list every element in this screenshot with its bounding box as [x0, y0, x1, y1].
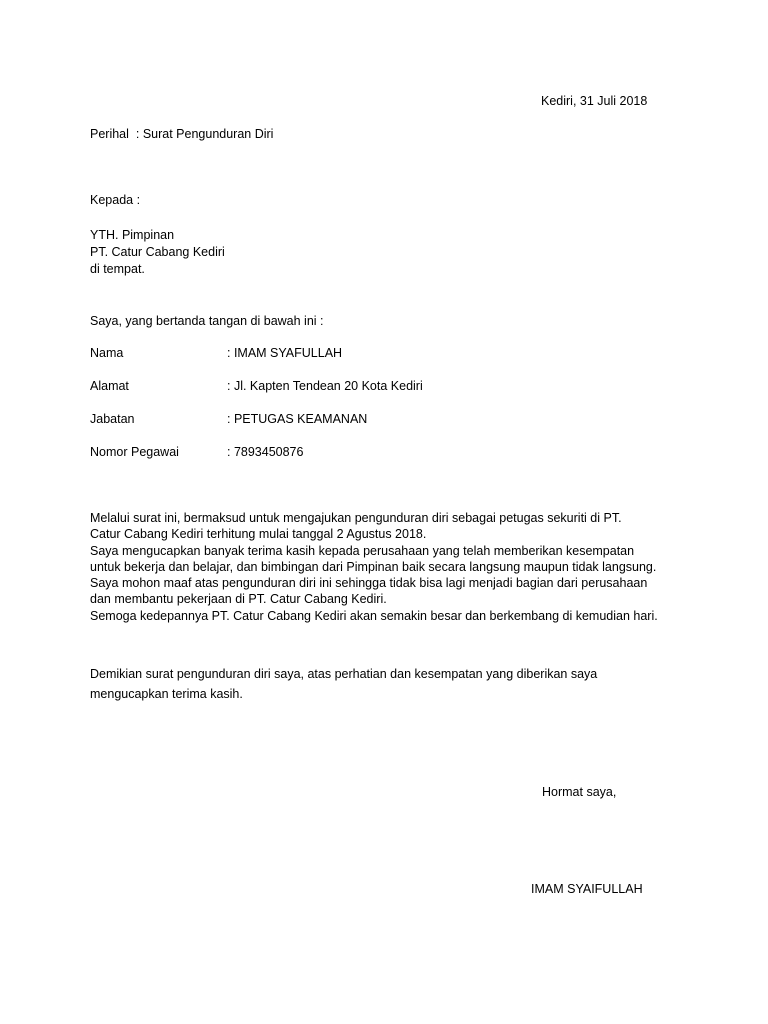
intro-line: Saya, yang bertanda tangan di bawah ini : — [90, 314, 324, 328]
recipient-line: di tempat. — [90, 262, 145, 276]
field-label-alamat: Alamat — [90, 379, 129, 393]
body-line: untuk bekerja dan belajar, dan bimbingan dari Pimpinan baik secara langsung maupun tidak langsung. — [90, 559, 657, 574]
body-line: Catur Cabang Kediri terhitung mulai tanggal 2 Agustus 2018. — [90, 527, 427, 542]
body-line: Melalui surat ini, bermaksud untuk mengajukan pengunduran diri sebagai petugas sekuriti di PT. — [90, 511, 622, 525]
body-line: dan membantu pekerjaan di PT. Catur Cabang Kediri. — [90, 592, 387, 607]
recipient-line: PT. Catur Cabang Kediri — [90, 245, 225, 259]
body-line: Saya mohon maaf atas pengunduran diri ini sehingga tidak bisa lagi menjadi bagian dari perusahaan — [90, 576, 648, 591]
signer-name: IMAM SYAIFULLAH — [531, 882, 643, 896]
letter-subject — [90, 127, 273, 141]
field-label-jabatan: Jabatan — [90, 412, 135, 426]
field-label-nama: Nama — [90, 346, 124, 360]
field-value-jabatan: : PETUGAS KEAMANAN — [227, 412, 368, 426]
recipient-line: YTH. Pimpinan — [90, 228, 175, 242]
recipient-block — [90, 227, 225, 278]
closing-line: Demikian surat pengunduran diri saya, atas perhatian dan kesempatan yang diberikan saya — [90, 667, 598, 681]
addressee-heading: Kepada : — [90, 193, 141, 207]
field-value-nomor-pegawai: : 7893450876 — [227, 445, 304, 459]
letter-date: Kediri, 31 Juli 2018 — [541, 94, 648, 108]
closing-line: mengucapkan terima kasih. — [90, 687, 243, 701]
body-line: Saya mengucapkan banyak terima kasih kepada perusahaan yang telah memberikan kesempatan — [90, 543, 635, 558]
body-line: Semoga kedepannya PT. Catur Cabang Kediri akan semakin besar dan berkembang di kemudian hari. — [90, 608, 658, 623]
subject-value: : Surat Pengunduran Diri — [135, 127, 274, 141]
closing-paragraph — [90, 664, 597, 704]
field-label-nomor-pegawai: Nomor Pegawai — [90, 445, 179, 459]
body-paragraph — [90, 510, 680, 624]
sign-off: Hormat saya, — [542, 785, 617, 799]
subject-label: Perihal — [90, 127, 129, 141]
field-value-nama: : IMAM SYAFULLAH — [227, 346, 343, 360]
field-value-alamat: : Jl. Kapten Tendean 20 Kota Kediri — [227, 379, 423, 393]
